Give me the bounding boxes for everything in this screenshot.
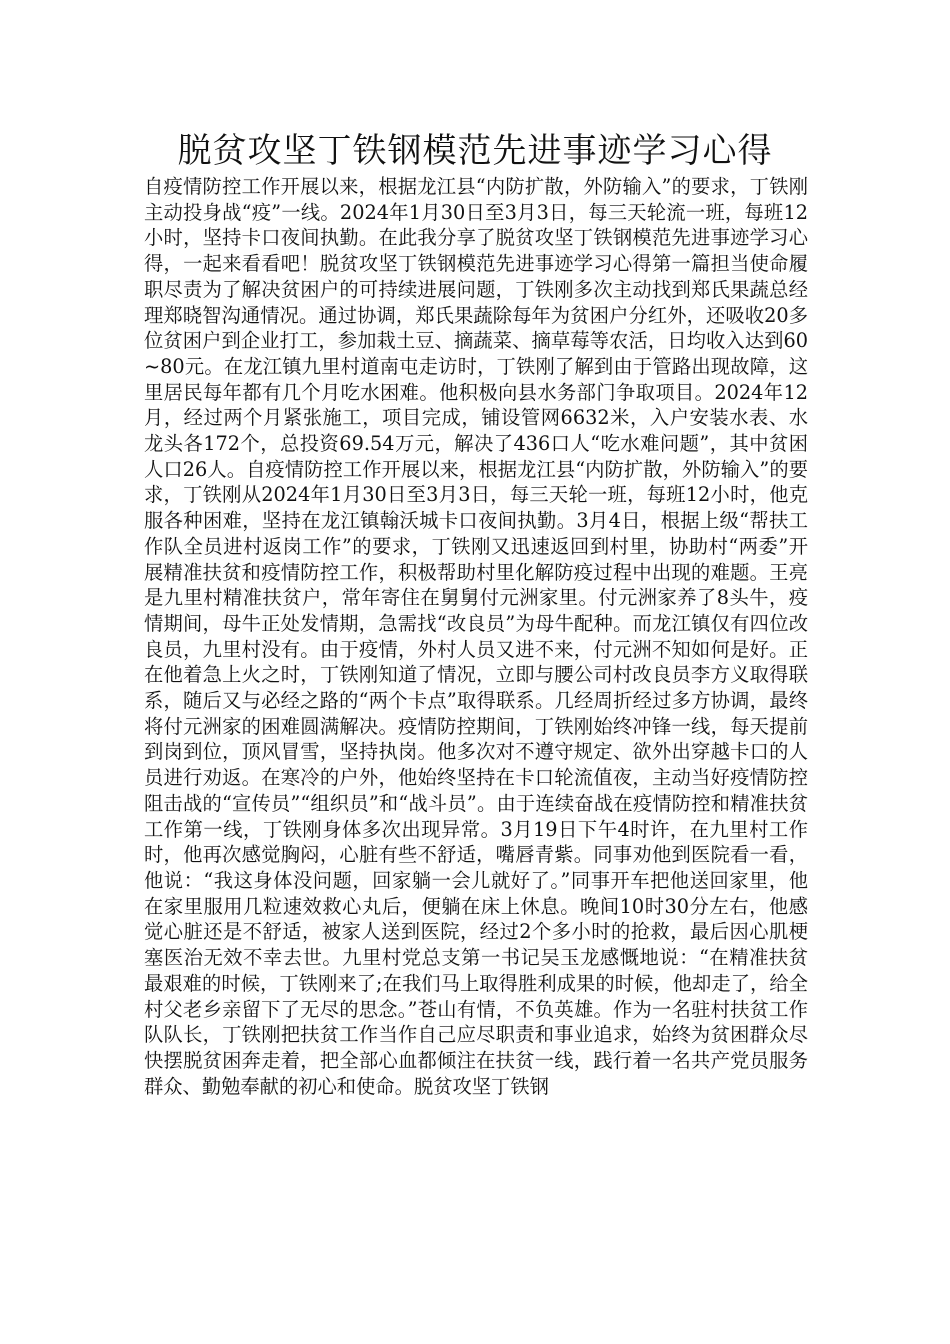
document-title: 脱贫攻坚丁铁钢模范先进事迹学习心得 xyxy=(177,131,773,171)
document-body-text: 自疫情防控工作开展以来，根据龙江县“内防扩散，外防输入”的要求，丁铁刚主动投身战“疫”一线。2024年1月30日至3月3日，每三天轮流一班，每班12小时，坚持卡口夜间执勤。在此我分享了脱贫攻坚丁铁钢模范先进事迹学习心得，一起来看看吧！脱贫攻坚丁铁钢模范先进事迹学习心得第一篇担当使命履职尽责为了解决贫困户的可持续进展问题，丁铁刚多次主动找到郑氏果蔬总经理郑晓智沟通情况。通过协调，郑氏果蔬除每年为贫困户分红外，还吸收20多位贫困户到企业打工，参加栽土豆、摘蔬菜、摘草莓等农活，日均收入达到60~80元。在龙江镇九里村道南屯走访时，丁铁刚了解到由于管路出现故障，这里居民每年都有几个月吃水困难。他积极向县水务部门争取项目。2024年12月，经过两个月紧张施工，项目完成，铺设管网6632米，入户安装水表、水龙头各172个，总投资69.54万元，解决了436口人“吃水难问题”，其中贫困人口26人。自疫情防控工作开展以来，根据龙江县“内防扩散，外防输入”的要求，丁铁刚从2024年1月30日至3月3日，每三天轮一班，每班12小时，他克服各种困难，坚持在龙江镇翰沃城卡口夜间执勤。3月4日，根据上级“帮扶工作队全员进村返岗工作”的要求，丁铁刚又迅速返回到村里，协助村“两委”开展精准扶贫和疫情防控工作，积极帮助村里化解防疫过程中出现的难题。王亮是九里村精准扶贫户，常年寄住在舅舅付元洲家里。付元洲家养了8头牛，疫情期间，母牛正处发情期，急需找“改良员”为母牛配种。而龙江镇仅有四位改良员，九里村没有。由于疫情，外村人员又进不来，付元洲不知如何是好。正在他着急上火之时，丁铁刚知道了情况，立即与腰公司村改良员李方义取得联系，随后又与必经之路的“两个卡点”取得联系。几经周折经过多方协调，最终将付元洲家的困难圆满解决。疫情防控期间，丁铁刚始终冲锋一线，每天提前到岗到位，顶风冒雪，坚持执岗。他多次对不遵守规定、欲外出穿越卡口的人员进行劝返。在寒冷的户外，他始终坚持在卡口轮流值夜，主动当好疫情防控阻击战的“宣传员”“组织员”和“战斗员”。由于连续奋战在疫情防控和精准扶贫工作第一线，丁铁刚身体多次出现异常。3月19日下午4时许，在九里村工作时，他再次感觉胸闷，心脏有些不舒适，嘴唇青紫。同事劝他到医院看一看，他说：“我这身体没问题，回家躺一会儿就好了。”同事开车把他送回家里，他在家里服用几粒速效救心丸后，便躺在床上休息。晚间10时30分左右，他感觉心脏还是不舒适，被家人送到医院，经过2个多小时的抢救，最后因心肌梗塞医治无效不幸去世。九里村党总支第一书记吴玉龙感慨地说：“在精准扶贫最艰难的时候，丁铁刚来了;在我们马上取得胜利成果的时候，他却走了，给全村父老乡亲留下了无尽的思念。”苍山有情，不负英雄。作为一名驻村扶贫工作队队长，丁铁刚把扶贫工作当作自己应尽职责和事业追求，始终为贫困群众尽快摆脱贫困奔走着，把全部心血都倾注在扶贫一线，践行着一名共产党员服务群众、勤勉奉献的初心和使命。脱贫攻坚丁铁钢 xyxy=(144,175,808,1098)
